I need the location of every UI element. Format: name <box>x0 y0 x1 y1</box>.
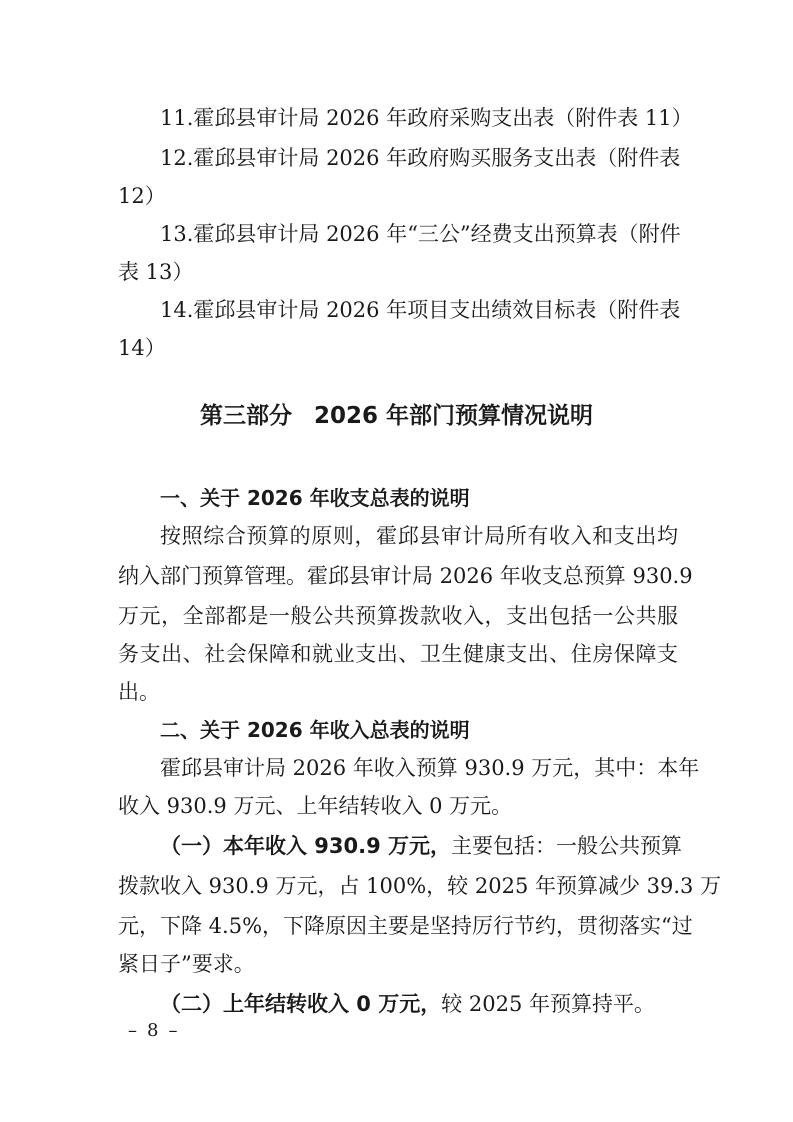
section-title-part: 第三部分 <box>199 403 292 429</box>
item2-bold: （二）上年结转收入 0 万元， <box>160 992 442 1016</box>
attachment-item-14-cont: 14） <box>118 336 166 360</box>
item2-line <box>160 984 678 1024</box>
item1-line-4: 紧日子”要求。 <box>118 952 255 976</box>
attachment-item-13: 13.霍邱县审计局 2026 年“三公”经费支出预算表（附件 <box>160 222 681 246</box>
item1-line-3: 元，下降 4.5%，下降原因主要是坚持厉行节约，贯彻落实“过 <box>118 914 693 938</box>
item2-rest: 较 2025 年预算持平。 <box>441 992 656 1016</box>
page-number-value: 8 <box>147 1020 159 1041</box>
section-title-text: 2026 年部门预算情况说明 <box>313 403 594 429</box>
section2-line-1: 霍邱县审计局 2026 年收入预算 930.9 万元，其中：本年 <box>160 756 700 780</box>
section2-heading: 二、关于 2026 年收入总表的说明 <box>160 718 470 742</box>
page-number <box>118 1016 187 1046</box>
section2-line-2: 收入 930.9 万元、上年结转收入 0 万元。 <box>118 794 513 818</box>
attachment-item-13-cont: 表 13） <box>118 260 194 284</box>
section1-line-1: 按照综合预算的原则，霍邱县审计局所有收入和支出均 <box>160 524 678 548</box>
item1-line-2: 拨款收入 930.9 万元，占 100%，较 2025 年预算减少 39.3 万 <box>118 874 722 898</box>
page-number-dash-right: – <box>168 1020 178 1041</box>
section1-heading: 一、关于 2026 年收支总表的说明 <box>160 486 470 510</box>
attachment-item-12: 12.霍邱县审计局 2026 年政府购买服务支出表（附件表 <box>160 146 681 170</box>
page-number-dash-left: – <box>128 1020 137 1041</box>
section1-line-5: 出。 <box>118 680 160 704</box>
section-title <box>0 396 793 436</box>
attachment-item-14: 14.霍邱县审计局 2026 年项目支出绩效目标表（附件表 <box>160 298 681 322</box>
section1-line-4: 务支出、社会保障和就业支出、卫生健康支出、住房保障支 <box>118 642 678 666</box>
attachment-item-11: 11.霍邱县审计局 2026 年政府采购支出表（附件表 11） <box>160 106 693 130</box>
section1-line-3: 万元，全部都是一般公共预算拨款收入，支出包括一公共服 <box>118 604 678 628</box>
item1-first-line <box>160 826 683 866</box>
attachment-item-12-cont: 12） <box>118 184 166 208</box>
item1-bold: （一）本年收入 930.9 万元， <box>160 834 452 858</box>
item1-rest: 主要包括：一般公共预算 <box>451 834 683 858</box>
section1-line-2: 纳入部门预算管理。霍邱县审计局 2026 年收支总预算 930.9 <box>118 564 693 588</box>
